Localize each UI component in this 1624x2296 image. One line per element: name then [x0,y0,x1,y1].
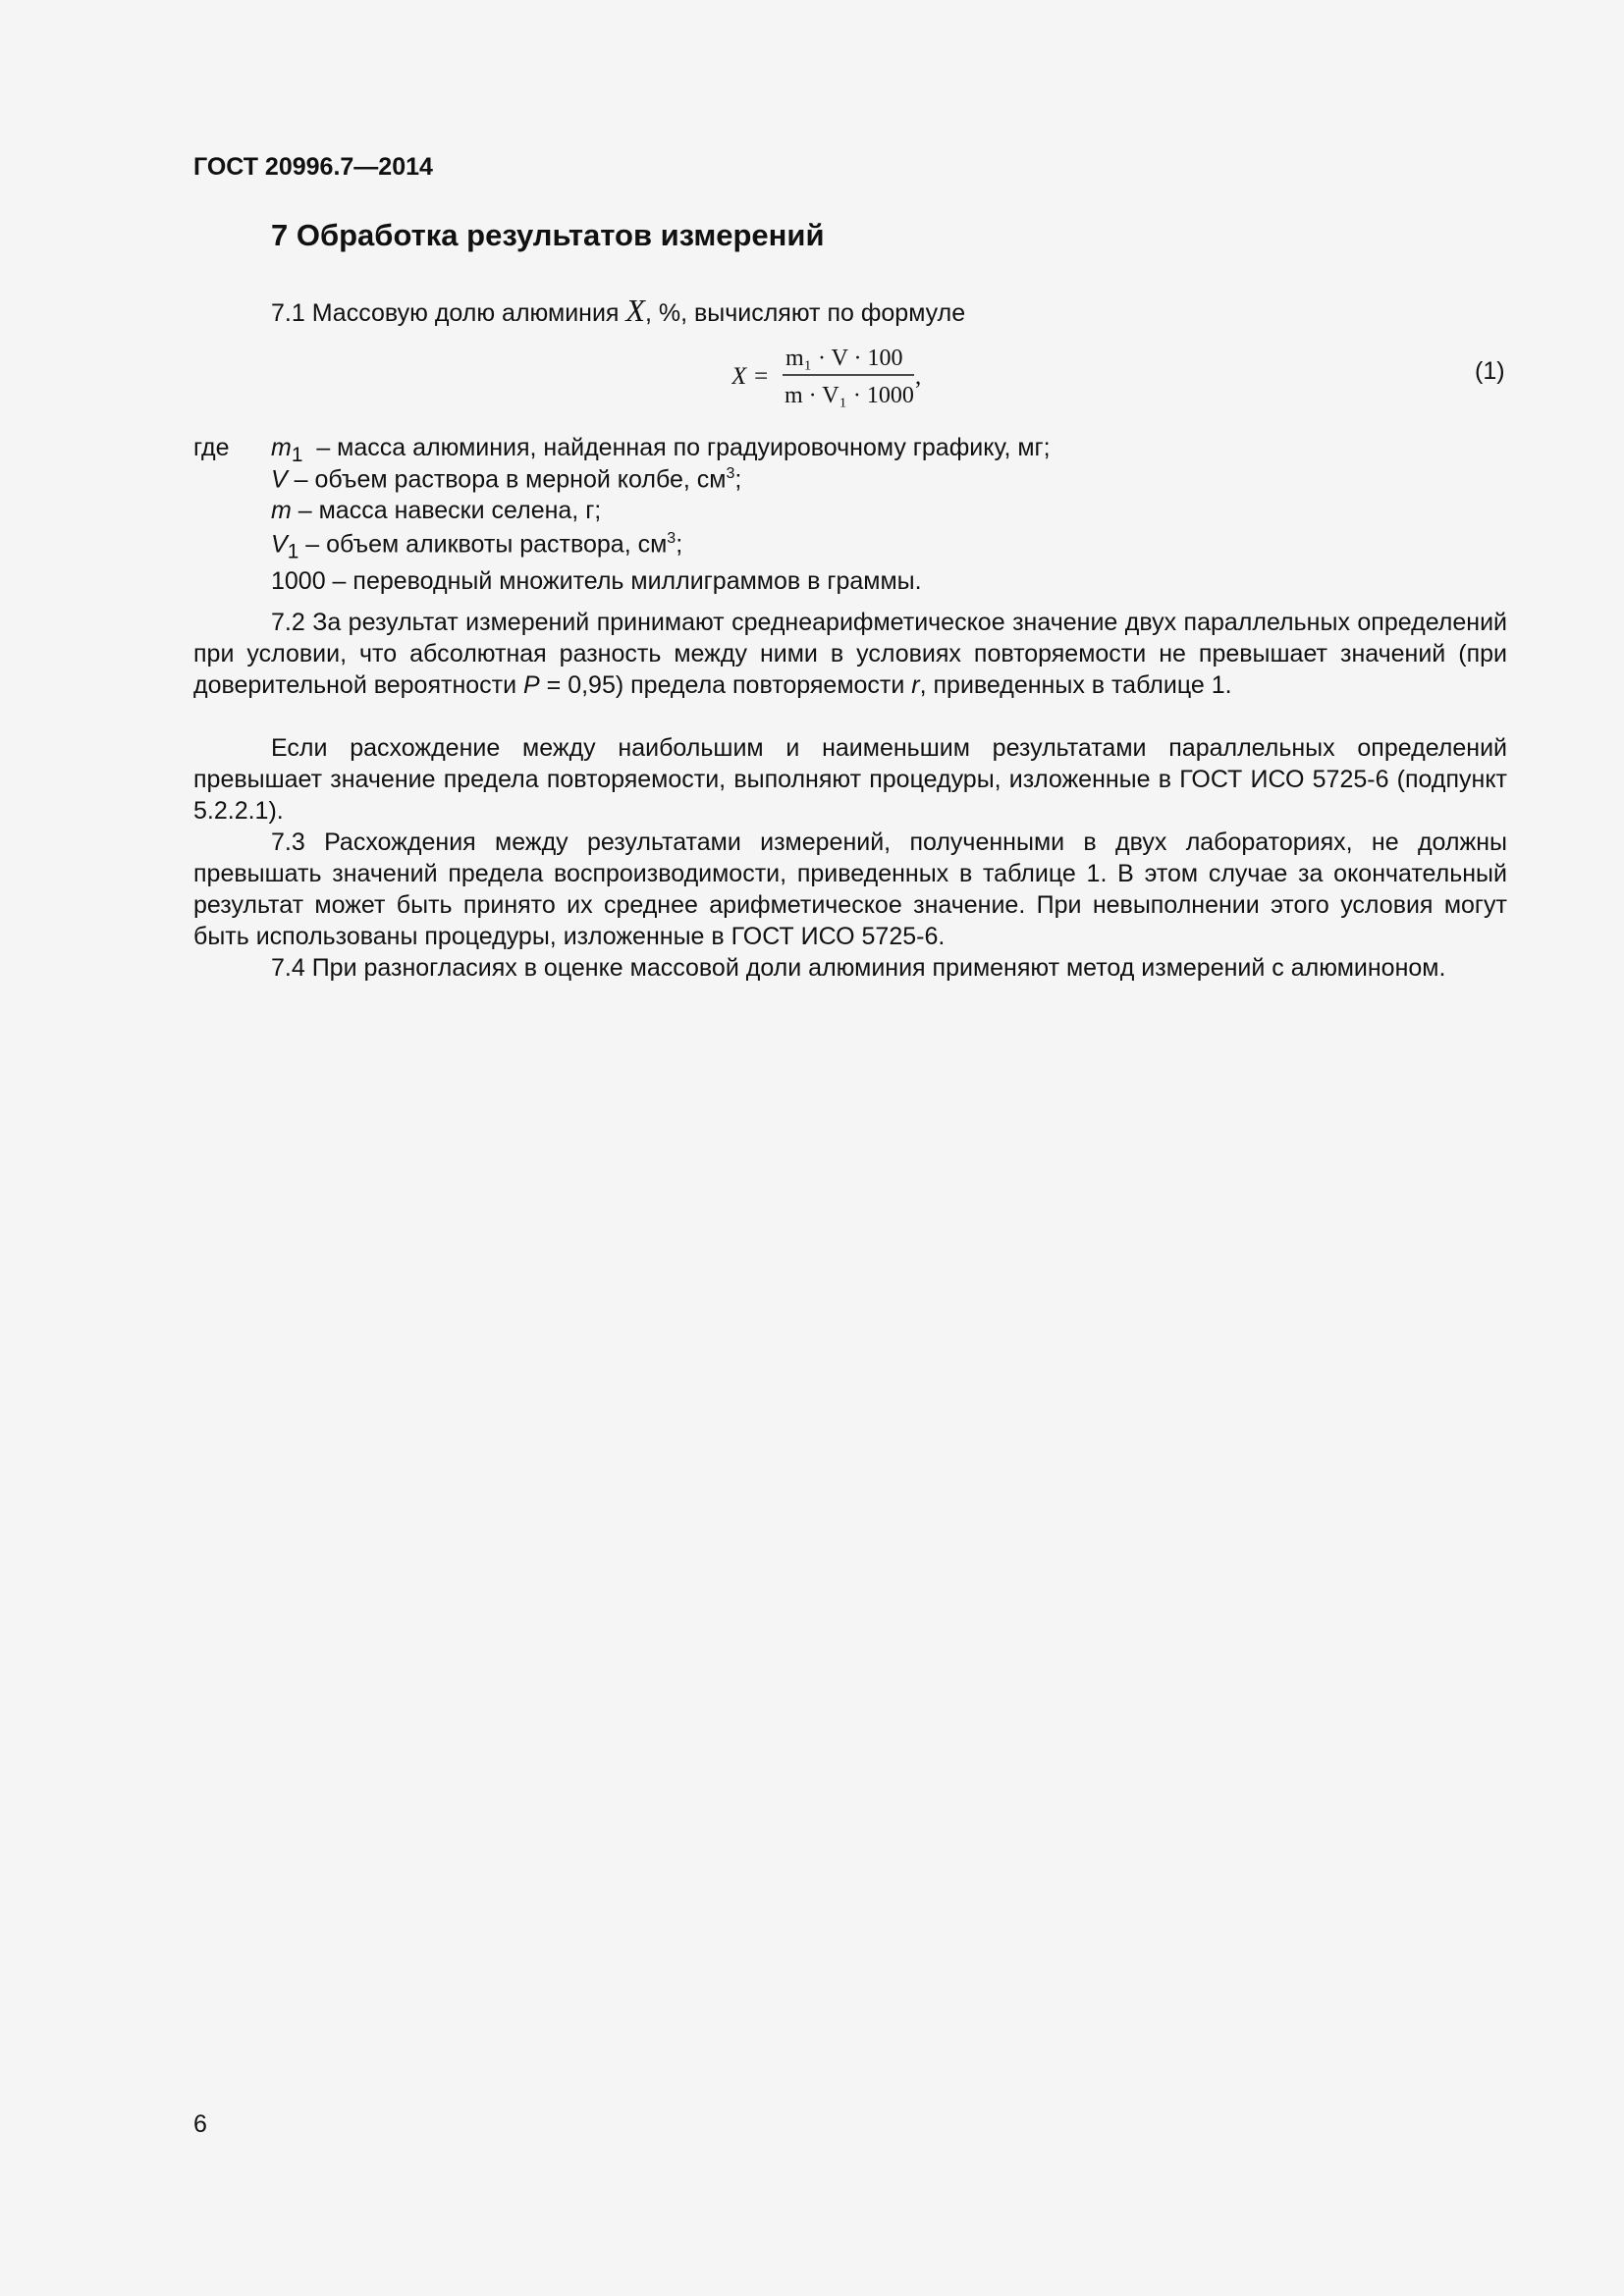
document-id: ГОСТ 20996.7—2014 [193,153,433,181]
page-number: 6 [193,2110,207,2138]
definition-item: 1000 – переводный множитель миллиграммов в граммы. [271,567,922,595]
formula-numerator: m₁ · V · 100 [785,346,903,371]
variable-x: X [625,293,645,328]
equation-number: (1) [1475,357,1505,385]
definition-item: $V_1$ – объем аликвоты раствора, $см^3$; [271,530,683,563]
formula-1 [731,340,947,410]
formula-lhs: X = [731,363,770,390]
formula-trailing-comma: , [915,363,922,390]
formula-denominator: m · V₁ · 1000 [785,383,914,408]
paragraph-7-4: 7.4 При разногласиях в оценке массовой доли алюминия применяют метод измерений с алюминоном. [271,954,1446,982]
definition-item: m – масса навески селена, г; [271,497,602,524]
paragraph-7-2: 7.2 За результат измерений принимают среднеарифметическое значение двух параллельных определений при условии, что абсолютная разность между ними в условиях повторяемости не превышает значений (при доверительной вероятности P = 0,95) предела повторяемости r, приведенных в таблице 1. [193,609,1507,699]
definition-item: V – объем раствора в мерной колбе, $см^3$; [271,465,742,494]
section-title: 7 Обработка результатов измерений [271,218,825,252]
definition-item: $m_1$ – масса алюминия, найденная по градуировочному графику, мг; [271,434,1051,466]
paragraph-7-3: 7.3 Расхождения между результатами измерений, полученными в двух лабораториях, не должны превышать значений предела воспроизводимости, приведенных в таблице 1. В этом случае за окончательный результат может быть принято их среднее арифметическое значение. При невыполнении этого условия могут быть использованы процедуры, изложенные в ГОСТ ИСО 5725-6. [193,828,1507,950]
paragraph-7-1: 7.1 Массовую долю алюминия X, %, вычисляют по формуле [271,293,966,328]
definitions-label: где [193,434,230,461]
paragraph-7-2-continued: Если расхождение между наибольшим и наименьшим результатами параллельных определений превышает значение предела повторяемости, выполняют процедуры, изложенные в ГОСТ ИСО 5725-6 (подпункт 5.2.2.1). [193,734,1507,825]
